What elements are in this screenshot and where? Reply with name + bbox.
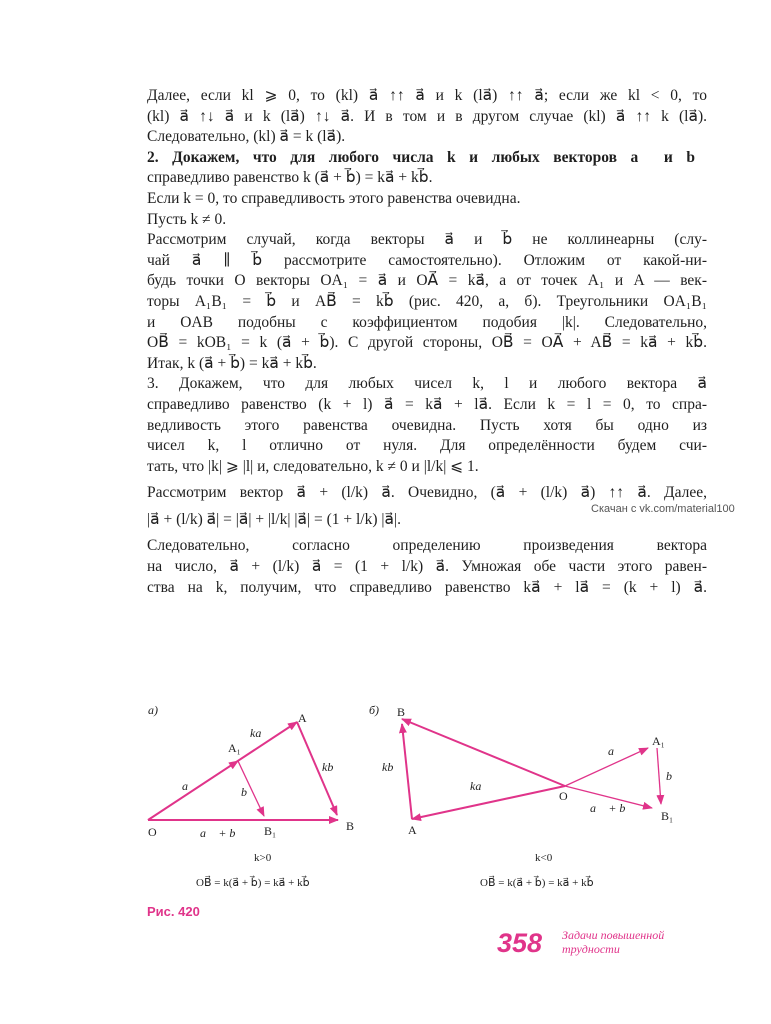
text-line: Рассмотрим случай, когда векторы a⃗ и b⃗ не коллинеарны (слу- [147,231,707,249]
point-A1: A₁ [652,734,665,748]
figure-b [369,703,681,889]
text-line: чисел k, l отлично от нуля. Для определённости будем счи- [147,437,707,455]
text-line: Следовательно, (kl) a⃗ = k (la⃗). [147,128,346,146]
text-line: ведливость этого равенства очевидна. Пусть хотя бы одно из [147,416,707,434]
text-line: Рассмотрим вектор a⃗ + (l/k) a⃗. Очевидно, (a⃗ + (l/k) a⃗) ↑↑ a⃗. Далее, [147,484,707,502]
section-title [562,928,664,956]
point-A: A [408,823,417,837]
section-title-line: Задачи повышенной [562,928,665,942]
text-line: ства на k, получим, что справедливо равенство ka⃗ + la⃗ = (k + l) a⃗. [147,578,707,596]
label-kb: kb⃗ [322,760,343,774]
text-line: чай a⃗ ∥ b⃗ рассмотрите самостоятельно). Отложим от какой-ни- [147,251,707,269]
label-b: b⃗ [666,769,682,783]
text-line: на число, a⃗ + (l/k) a⃗ = (1 + l/k) a⃗. Умножая обе части этого равен- [147,558,707,576]
text-line: OB⃗ = kOB₁ = k (a⃗ + b⃗). С другой стороны, OB⃗ = OA⃗ + AB⃗ = ka⃗ + kb⃗. [147,334,707,352]
label-a-plus-b: a⃗ + b⃗ [200,826,245,840]
page-number: 358 [497,928,543,958]
condition-b: k<0 [535,852,553,864]
label-ka: ka⃗ [470,779,491,793]
section-title-line: трудности [562,942,620,956]
label-a-plus-b: a⃗ + b⃗ [590,801,635,815]
vector-AB [402,724,412,819]
text-line: Пусть k ≠ 0. [147,210,227,228]
text-line: справедливо равенство k (a⃗ + b⃗) = ka⃗ + kb⃗. [147,169,433,187]
figure-a [148,703,354,889]
point-B1: B₁ [264,824,277,838]
formula-b: OB⃗ = k(a⃗ + b⃗) = ka⃗ + kb⃗ [480,877,594,889]
text-line: и OAB подобны с коэффициентом подобия |k|. Следовательно, [147,313,707,331]
text-line: Итак, k (a⃗ + b⃗) = ka⃗ + kb⃗. [147,354,317,372]
point-A: A [298,711,307,725]
text-line: торы A₁B₁ = b⃗ и AB⃗ = kb⃗ (рис. 420, а, б). Треугольники OA₁B₁ [147,292,707,310]
watermark: Скачан с vk.com/material100 [591,503,735,515]
label-a: a⃗ [608,744,624,758]
text-line: |a⃗ + (l/k) a⃗| = |a⃗| + |l/k| |a⃗| = (1 + l/k) |a⃗|. [147,510,401,528]
point-A1: A₁ [228,741,241,755]
panel-label-b: б) [369,703,380,717]
figure-caption: Рис. 420 [147,904,200,919]
text-line: Следовательно, согласно определению произведения вектора [147,537,707,555]
point-O: O [559,789,568,803]
text-line: 2. Докажем, что для любого числа k и любых векторов a⃗ и b⃗ [147,148,707,166]
text-line: Если k = 0, то справедливость этого равенства очевидна. [147,189,521,207]
label-kb: kb⃗ [382,760,403,774]
text-line: тать, что |k| ⩾ |l| и, следовательно, k ≠ 0 и |l/k| ⩽ 1. [147,457,479,475]
text-line: Далее, если kl ⩾ 0, то (kl) a⃗ ↑↑ a⃗ и k (la⃗) ↑↑ a⃗; если же kl < 0, то [147,87,707,104]
text-line: (kl) a⃗ ↑↓ a⃗ и k (la⃗) ↑↓ a⃗. И в том и в другом случае (kl) a⃗ ↑↑ k (la⃗). [147,107,707,125]
condition-a: k>0 [254,852,272,864]
vector-OA1 [565,748,648,786]
label-b: b⃗ [241,785,257,799]
point-O: O [148,825,157,839]
point-B: B [397,705,406,719]
text-line: справедливо равенство (k + l) a⃗ = ka⃗ + la⃗. Если k = l = 0, то спра- [147,395,707,413]
label-ka: ka⃗ [250,726,271,740]
formula-a: OB⃗ = k(a⃗ + b⃗) = ka⃗ + kb⃗ [196,877,310,889]
point-B: B [346,819,355,833]
text-line: 3. Докажем, что для любых чисел k, l и любого вектора a⃗ [147,375,707,393]
vector-A1B1 [657,748,661,804]
point-B1: B₁ [661,809,674,823]
label-a: a⃗ [182,779,198,793]
text-line: будь точки O векторы OA₁ = a⃗ и OA⃗ = ka⃗, а от точек A₁ и A — век- [147,272,707,290]
vector-OB [402,719,565,786]
panel-label-a: а) [148,703,158,717]
